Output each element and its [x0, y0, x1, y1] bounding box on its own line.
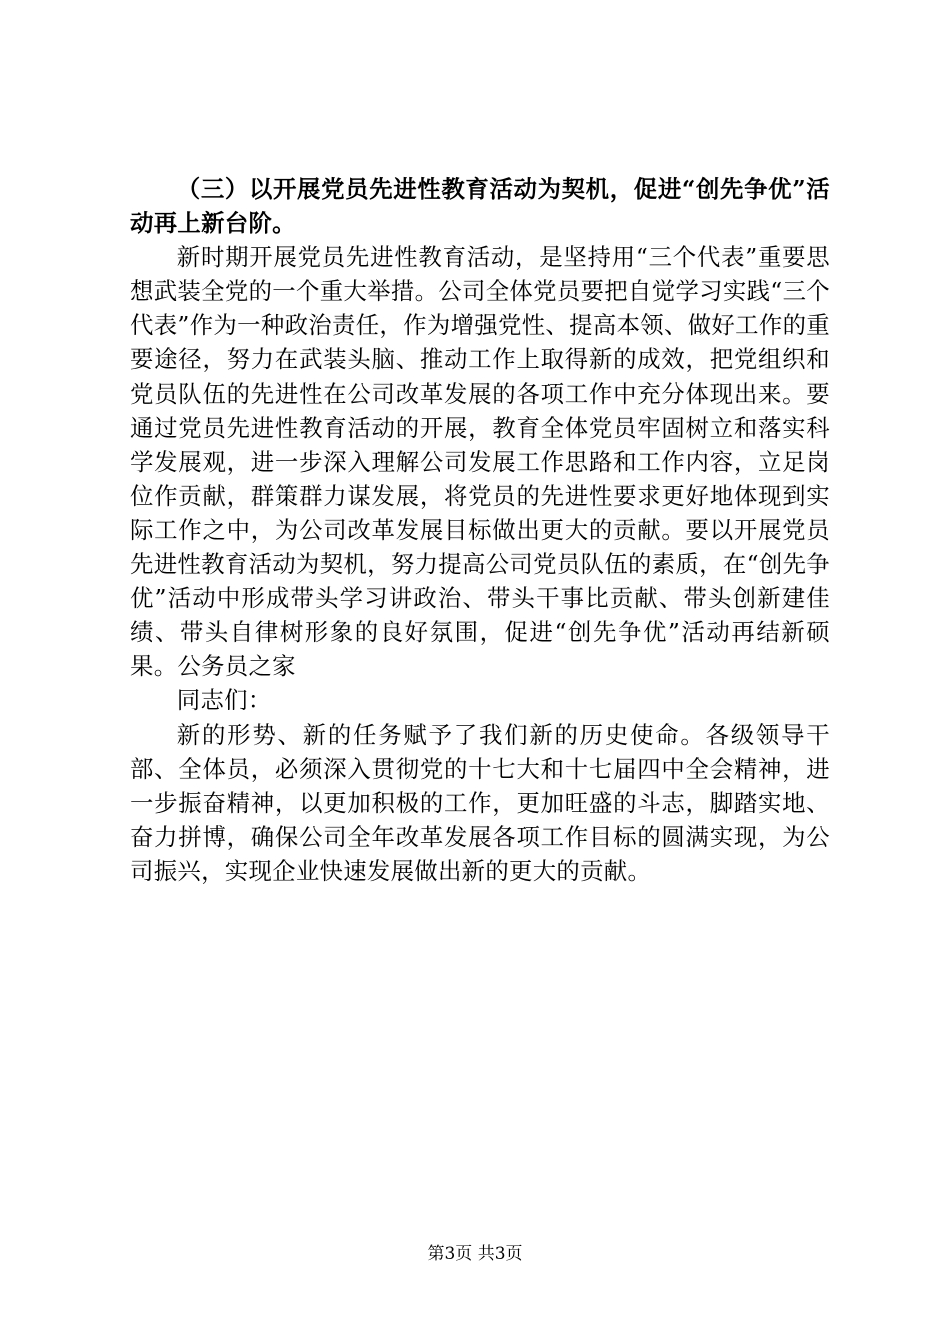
- document-body: [130, 172, 830, 888]
- page-number-footer: 第3页 共3页: [427, 1244, 523, 1264]
- body-paragraph: 新的形势、新的任务赋予了我们新的历史使命。各级领导干部、全体员，必须深入贯彻党的十七大和十七届四中全会精神，进一步振奋精神，以更加积极的工作，更加旺盛的斗志，脚踏实地、奋力拼博，确保公司全年改革发展各项工作目标的圆满实现，为公司振兴，实现企业快速发展做出新的更大的贡献。: [130, 720, 830, 885]
- section-heading: （三）以开展党员先进性教育活动为契机，促进“创先争优”活动再上新台阶。: [130, 175, 830, 238]
- body-paragraph: 新时期开展党员先进性教育活动，是坚持用“三个代表”重要思想武装全党的一个重大举措。公司全体党员要把自觉学习实践“三个代表”作为一种政治责任，作为增强党性、提高本领、做好工作的重要途径，努力在武装头脑、推动工作上取得新的成效，把党组织和党员队伍的先进性在公司改革发展的各项工作中充分体现出来。要通过党员先进性教育活动的开展，教育全体党员牢固树立和落实科学发展观，进一步深入理解公司发展工作思路和工作内容，立足岗位作贡献，群策群力谋发展，将党员的先进性要求更好地体现到实际工作之中，为公司改革发展目标做出更大的贡献。要以开展党员先进性教育活动为契机，努力提高公司党员队伍的素质，在“创先争优”活动中形成带头学习讲政治、带头干事比贡献、带头创新建佳绩、带头自律树形象的良好氛围，促进“创先争优”活动再结新硕果。公务员之家: [130, 243, 830, 681]
- salutation: 同志们：: [176, 686, 272, 715]
